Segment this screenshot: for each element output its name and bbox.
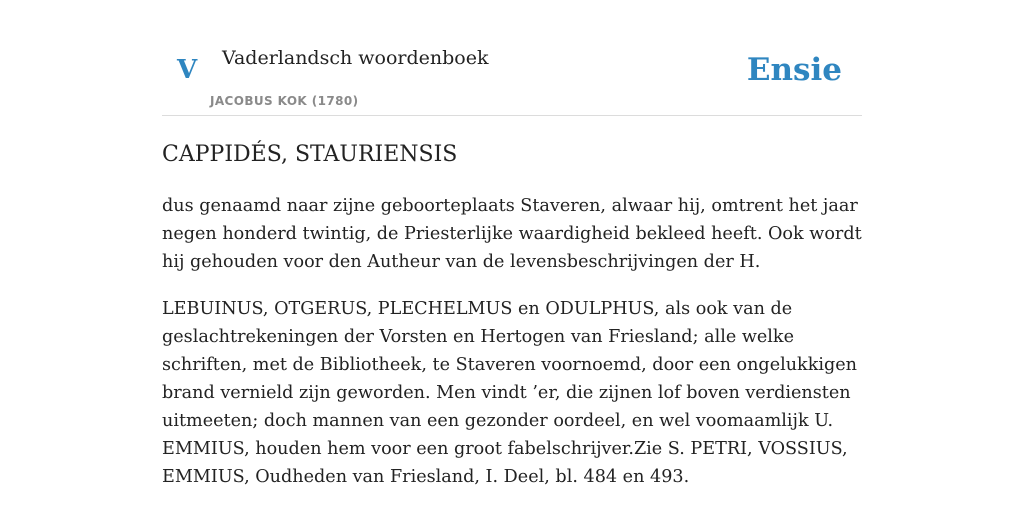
entry-paragraph-1: dus genaamd naar zijne geboorteplaats Staveren, alwaar hij, omtrent het jaar negen honderd twintig, de Priesterlijke waardigheid bekleed heeft. Ook wordt hij gehouden voor den Autheur van de levensbeschrijvingen der H.	[162, 196, 862, 272]
ensie-logo-link[interactable]: Ensie	[746, 52, 842, 88]
page	[162, 0, 862, 512]
letter-index-link[interactable]: V	[177, 55, 198, 85]
entry-title: CAPPIDÉS, STAURIENSIS	[162, 142, 458, 167]
entry-paragraph-2: LEBUINUS, OTGERUS, PLECHELMUS en ODULPHUS, als ook van de geslachtrekeningen der Vorsten en Hertogen van Friesland; alle welke schriften, met de Bibliotheek, te Staveren voornoemd, door een ongelukkigen brand vernield zijn geworden. Men vindt ’er, die zijnen lof boven verdiensten uitmeeten; doch mannen van een gezonder oordeel, en wel voomaamlijk U. EMMIUS, houden hem voor een groot fabelschrijver.Zie S. PETRI, VOSSIUS, EMMIUS, Oudheden van Friesland, I. Deel, bl. 484 en 493.	[162, 299, 858, 487]
author-label: JACOBUS KOK (1780)	[210, 94, 359, 108]
book-title-link[interactable]: Vaderlandsch woordenboek	[222, 47, 489, 69]
header	[162, 0, 862, 116]
